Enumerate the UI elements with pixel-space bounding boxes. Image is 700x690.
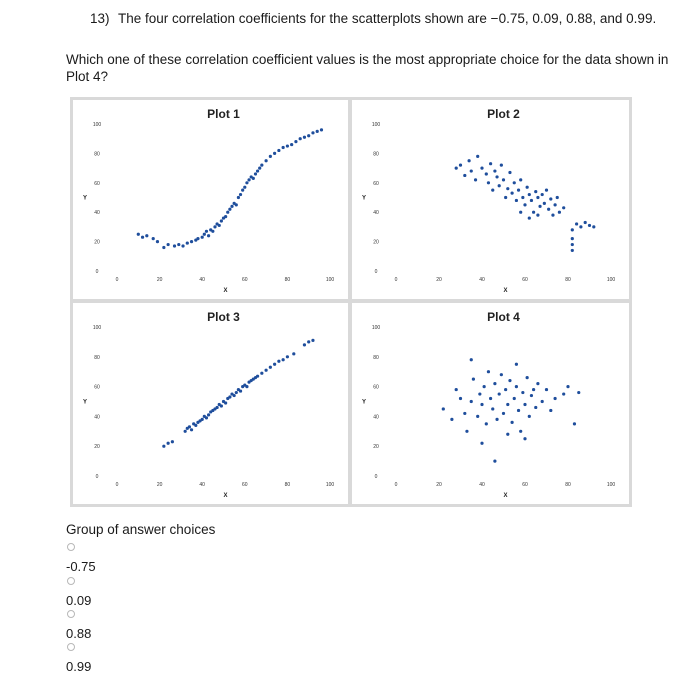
data-point (517, 189, 520, 192)
data-point (455, 167, 458, 170)
data-point (173, 244, 176, 247)
data-point (311, 339, 314, 342)
radio-option-2[interactable] (67, 577, 75, 585)
plot-title: Plot 3 (207, 310, 240, 324)
data-point (515, 199, 518, 202)
question-header (90, 10, 680, 27)
y-tick-label: 80 (373, 354, 379, 361)
plot-title: Plot 2 (487, 107, 520, 121)
data-point (541, 193, 544, 196)
data-point (239, 193, 242, 196)
data-point (450, 418, 453, 421)
plot-panel-2 (352, 100, 629, 299)
data-point (571, 243, 574, 246)
data-point (513, 397, 516, 400)
x-tick-label: 40 (199, 277, 205, 283)
data-point (528, 415, 531, 418)
data-point (260, 164, 263, 167)
y-tick-label: 0 (95, 269, 99, 275)
data-point (188, 425, 191, 428)
plot-panel-3 (73, 303, 348, 504)
data-point (459, 397, 462, 400)
y-tick-label: 60 (373, 180, 379, 187)
data-point (526, 376, 529, 379)
y-tick-label: 0 (374, 474, 378, 480)
data-point (213, 225, 216, 228)
data-point (521, 196, 524, 199)
data-point (534, 190, 537, 193)
data-point (228, 395, 231, 398)
y-tick-label: 80 (94, 151, 100, 158)
data-point (241, 189, 244, 192)
x-tick-label: 40 (479, 482, 485, 488)
x-tick-label: 60 (522, 482, 528, 488)
data-point (573, 422, 576, 425)
scatterplot-grid (70, 97, 632, 507)
data-point (230, 205, 233, 208)
y-tick-label: 40 (94, 414, 100, 421)
data-point (311, 131, 314, 134)
data-point (152, 237, 155, 240)
data-point (523, 437, 526, 440)
data-point (571, 237, 574, 240)
data-point (316, 130, 319, 133)
data-point (480, 167, 483, 170)
data-point (541, 400, 544, 403)
data-point (205, 416, 208, 419)
y-tick-label: 40 (373, 414, 379, 421)
data-point (504, 196, 507, 199)
data-point (260, 372, 263, 375)
data-point (478, 392, 481, 395)
data-point (575, 222, 578, 225)
data-point (181, 244, 184, 247)
data-point (282, 146, 285, 149)
data-point (480, 442, 483, 445)
x-tick-label: 80 (565, 277, 571, 283)
data-point (211, 230, 214, 233)
data-point (470, 358, 473, 361)
data-point (523, 403, 526, 406)
y-tick-label: 20 (373, 239, 379, 246)
data-point (526, 186, 529, 189)
data-point (584, 221, 587, 224)
data-point (551, 214, 554, 217)
plot-title: Plot 4 (487, 310, 520, 324)
data-point (592, 225, 595, 228)
scatterplot-figure (70, 97, 632, 507)
data-point (463, 174, 466, 177)
data-point (224, 215, 227, 218)
x-tick-label: 20 (156, 277, 163, 283)
data-point (292, 352, 295, 355)
data-point (588, 224, 591, 227)
data-point (194, 424, 197, 427)
data-point (577, 391, 580, 394)
data-point (528, 216, 531, 219)
data-point (528, 193, 531, 196)
answer-group-title: Group of answer choices (66, 522, 216, 537)
y-tick-label: 20 (94, 239, 100, 246)
data-point (508, 171, 511, 174)
y-tick-label: 100 (371, 325, 381, 331)
data-point (294, 140, 297, 143)
option-label-1[interactable]: -0.75 (66, 559, 96, 574)
data-point (286, 355, 289, 358)
data-point (196, 237, 199, 240)
data-point (252, 177, 255, 180)
data-point (493, 169, 496, 172)
data-point (504, 388, 507, 391)
x-tick-label: 100 (606, 277, 616, 283)
data-point (184, 430, 187, 433)
data-point (515, 385, 518, 388)
x-tick-label: 80 (284, 277, 291, 283)
data-point (485, 172, 488, 175)
x-tick-label: 40 (479, 277, 485, 283)
x-axis-label: X (503, 288, 508, 294)
data-point (201, 236, 204, 239)
y-tick-label: 100 (371, 122, 381, 128)
data-point (277, 149, 280, 152)
data-point (476, 415, 479, 418)
y-tick-label: 40 (373, 210, 379, 217)
data-point (269, 155, 272, 158)
data-point (562, 392, 565, 395)
x-tick-label: 100 (325, 277, 335, 283)
y-tick-label: 100 (92, 325, 102, 331)
data-point (566, 385, 569, 388)
data-point (519, 211, 522, 214)
data-point (167, 243, 170, 246)
data-point (511, 421, 514, 424)
y-tick-label: 20 (94, 444, 100, 451)
data-point (205, 230, 208, 233)
data-point (237, 196, 240, 199)
data-point (547, 208, 550, 211)
data-point (265, 369, 268, 372)
data-point (506, 403, 509, 406)
data-point (286, 144, 289, 147)
question-prompt: Which one of these correlation coefficient values is the most appropriate choice for the data shown in Plot 4? (66, 52, 669, 84)
data-point (201, 418, 204, 421)
x-tick-label: 40 (199, 482, 205, 488)
data-point (141, 236, 144, 239)
y-axis-label: Y (82, 399, 88, 406)
question-text: The four correlation coefficients for the scatterplots shown are −0.75, 0.09, 0.88, and 0.99. (118, 11, 657, 26)
plot-title: Plot 1 (207, 107, 240, 121)
data-point (517, 409, 520, 412)
data-point (282, 358, 285, 361)
data-point (495, 175, 498, 178)
x-tick-label: 60 (242, 277, 248, 283)
data-point (532, 388, 535, 391)
data-point (508, 379, 511, 382)
y-tick-label: 20 (373, 444, 379, 451)
x-axis-label: X (223, 288, 228, 294)
data-point (530, 199, 533, 202)
data-point (224, 401, 227, 404)
data-point (558, 211, 561, 214)
x-tick-label: 0 (394, 277, 398, 283)
radio-option-4[interactable] (67, 643, 75, 651)
question-number: 13) (90, 11, 110, 26)
data-point (549, 409, 552, 412)
data-point (455, 388, 458, 391)
data-point (273, 363, 276, 366)
data-point (247, 178, 250, 181)
data-point (218, 224, 221, 227)
plot-background (73, 100, 348, 299)
data-point (220, 404, 223, 407)
x-tick-label: 0 (115, 482, 119, 488)
data-point (245, 181, 248, 184)
data-point (491, 189, 494, 192)
data-point (556, 196, 559, 199)
data-point (233, 394, 236, 397)
radio-option-1[interactable] (67, 543, 75, 551)
plot-panel-1 (73, 100, 348, 299)
plot-background (352, 100, 629, 299)
data-point (485, 422, 488, 425)
data-point (186, 241, 189, 244)
data-point (545, 388, 548, 391)
plot-panel-4 (352, 303, 629, 504)
data-point (256, 169, 259, 172)
data-point (235, 391, 238, 394)
data-point (506, 433, 509, 436)
data-point (554, 203, 557, 206)
y-tick-label: 0 (374, 269, 378, 275)
y-tick-label: 80 (373, 151, 379, 158)
x-tick-label: 60 (242, 482, 248, 488)
data-point (536, 382, 539, 385)
data-point (299, 137, 302, 140)
data-point (245, 385, 248, 388)
y-tick-label: 80 (94, 354, 100, 361)
data-point (442, 407, 445, 410)
data-point (465, 430, 468, 433)
data-point (243, 186, 246, 189)
data-point (489, 162, 492, 165)
data-point (228, 208, 231, 211)
data-point (521, 391, 524, 394)
data-point (534, 406, 537, 409)
x-tick-label: 80 (565, 482, 571, 488)
y-axis-label: Y (361, 399, 367, 406)
data-point (538, 205, 541, 208)
data-point (137, 233, 140, 236)
x-tick-label: 0 (115, 277, 119, 283)
data-point (545, 189, 548, 192)
data-point (498, 392, 501, 395)
data-point (500, 373, 503, 376)
x-tick-label: 100 (606, 482, 616, 488)
data-point (207, 413, 210, 416)
plot-background (352, 303, 629, 504)
data-point (254, 172, 257, 175)
data-point (474, 178, 477, 181)
data-point (487, 181, 490, 184)
data-point (502, 412, 505, 415)
y-tick-label: 60 (94, 384, 100, 391)
data-point (487, 370, 490, 373)
data-point (207, 234, 210, 237)
data-point (468, 159, 471, 162)
data-point (239, 389, 242, 392)
data-point (216, 406, 219, 409)
data-point (307, 134, 310, 137)
option-label-3[interactable]: 0.88 (66, 626, 92, 641)
data-point (167, 442, 170, 445)
data-point (571, 249, 574, 252)
plot-background (73, 303, 348, 504)
y-tick-label: 100 (92, 122, 102, 128)
data-point (303, 136, 306, 139)
data-point (493, 382, 496, 385)
data-point (156, 240, 159, 243)
x-tick-label: 20 (156, 482, 163, 488)
data-point (273, 152, 276, 155)
data-point (162, 445, 165, 448)
data-point (480, 403, 483, 406)
data-point (472, 378, 475, 381)
data-point (498, 184, 501, 187)
data-point (543, 202, 546, 205)
radio-option-3[interactable] (67, 610, 75, 618)
data-point (290, 143, 293, 146)
y-axis-label: Y (361, 195, 367, 202)
y-tick-label: 40 (94, 210, 100, 217)
data-point (258, 167, 261, 170)
data-point (536, 214, 539, 217)
data-point (265, 159, 268, 162)
data-point (519, 178, 522, 181)
x-tick-label: 100 (325, 482, 335, 488)
y-tick-label: 60 (373, 384, 379, 391)
data-point (177, 243, 180, 246)
data-point (506, 187, 509, 190)
data-point (303, 343, 306, 346)
data-point (502, 178, 505, 181)
x-tick-label: 60 (522, 277, 528, 283)
data-point (190, 428, 193, 431)
option-label-4[interactable]: 0.99 (66, 659, 92, 674)
data-point (562, 206, 565, 209)
data-point (489, 397, 492, 400)
data-point (463, 412, 466, 415)
data-point (511, 191, 514, 194)
data-point (519, 430, 522, 433)
data-point (171, 440, 174, 443)
data-point (483, 385, 486, 388)
data-point (277, 360, 280, 363)
data-point (495, 418, 498, 421)
data-point (500, 164, 503, 167)
x-tick-label: 80 (284, 482, 291, 488)
data-point (579, 225, 582, 228)
data-point (220, 219, 223, 222)
data-point (226, 211, 229, 214)
data-point (513, 181, 516, 184)
data-point (162, 246, 165, 249)
data-point (491, 407, 494, 410)
data-point (523, 203, 526, 206)
data-point (203, 233, 206, 236)
data-point (493, 460, 496, 463)
data-point (476, 155, 479, 158)
data-point (470, 400, 473, 403)
option-label-2[interactable]: 0.09 (66, 593, 92, 608)
data-point (269, 366, 272, 369)
y-axis-label: Y (82, 195, 88, 202)
y-tick-label: 60 (94, 180, 100, 187)
data-point (145, 234, 148, 237)
data-point (256, 375, 259, 378)
data-point (515, 363, 518, 366)
data-point (190, 240, 193, 243)
data-point (571, 228, 574, 231)
data-point (470, 169, 473, 172)
x-axis-label: X (223, 493, 228, 499)
x-tick-label: 20 (436, 277, 442, 283)
x-axis-label: X (503, 493, 508, 499)
x-tick-label: 0 (394, 482, 398, 488)
data-point (554, 397, 557, 400)
data-point (530, 394, 533, 397)
y-tick-label: 0 (95, 474, 99, 480)
data-point (235, 203, 238, 206)
data-point (307, 340, 310, 343)
data-point (459, 164, 462, 167)
data-point (549, 197, 552, 200)
data-point (532, 211, 535, 214)
x-tick-label: 20 (436, 482, 442, 488)
data-point (320, 128, 323, 131)
data-point (536, 196, 539, 199)
